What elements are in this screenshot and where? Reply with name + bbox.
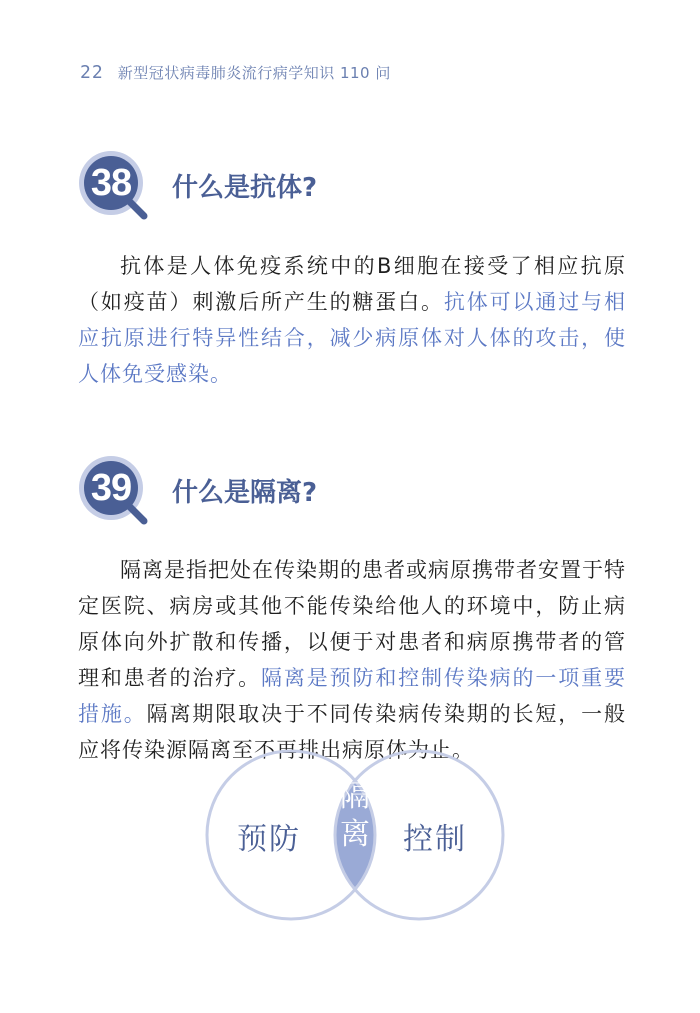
question-number: 39 — [90, 466, 132, 509]
page-number: 22 — [80, 62, 104, 83]
venn-center-char-1: 隔 — [340, 779, 370, 814]
question-badge-icon — [78, 150, 148, 220]
question-title: 什么是隔离? — [172, 477, 318, 508]
question-39-heading — [78, 455, 317, 525]
venn-center-label — [330, 778, 380, 854]
venn-right-label: 控制 — [403, 822, 467, 857]
question-38-heading — [78, 150, 317, 220]
venn-left-label: 预防 — [237, 822, 301, 857]
answer-text: 隔离是指把处在传染期的患者或病原携带者安置于特定医院、病房或其他不能传染给他人的环境中，防止病原体向外扩散和传播，以便于对患者和病原携带者的管理和患者的治疗。 — [78, 558, 626, 690]
answer-text-continued: 隔离期限取决于不同传染病传染期的长短，一般应将传染源隔离至不再排出病原体为止。 — [78, 702, 626, 762]
answer-39-paragraph — [78, 552, 626, 768]
question-number: 38 — [90, 161, 132, 204]
answer-highlight-text: 隔离是预防和控制传染病的一项重要措施。 — [78, 666, 627, 726]
venn-diagram — [205, 748, 505, 923]
answer-text: 抗体是人体免疫系统中的B细胞在接受了相应抗原（如疫苗）刺激后所产生的糖蛋白。 — [78, 254, 626, 314]
answer-highlight-text: 抗体可以通过与相应抗原进行特异性结合，减少病原体对人体的攻击，使人体免受感染。 — [78, 290, 627, 386]
venn-center-char-2: 离 — [340, 817, 370, 852]
answer-38-paragraph — [78, 248, 626, 392]
book-title: 新型冠状病毒肺炎流行病学知识 110 问 — [117, 64, 391, 82]
question-title: 什么是抗体? — [172, 172, 318, 203]
page-header — [80, 62, 391, 86]
question-badge-icon — [78, 455, 148, 525]
